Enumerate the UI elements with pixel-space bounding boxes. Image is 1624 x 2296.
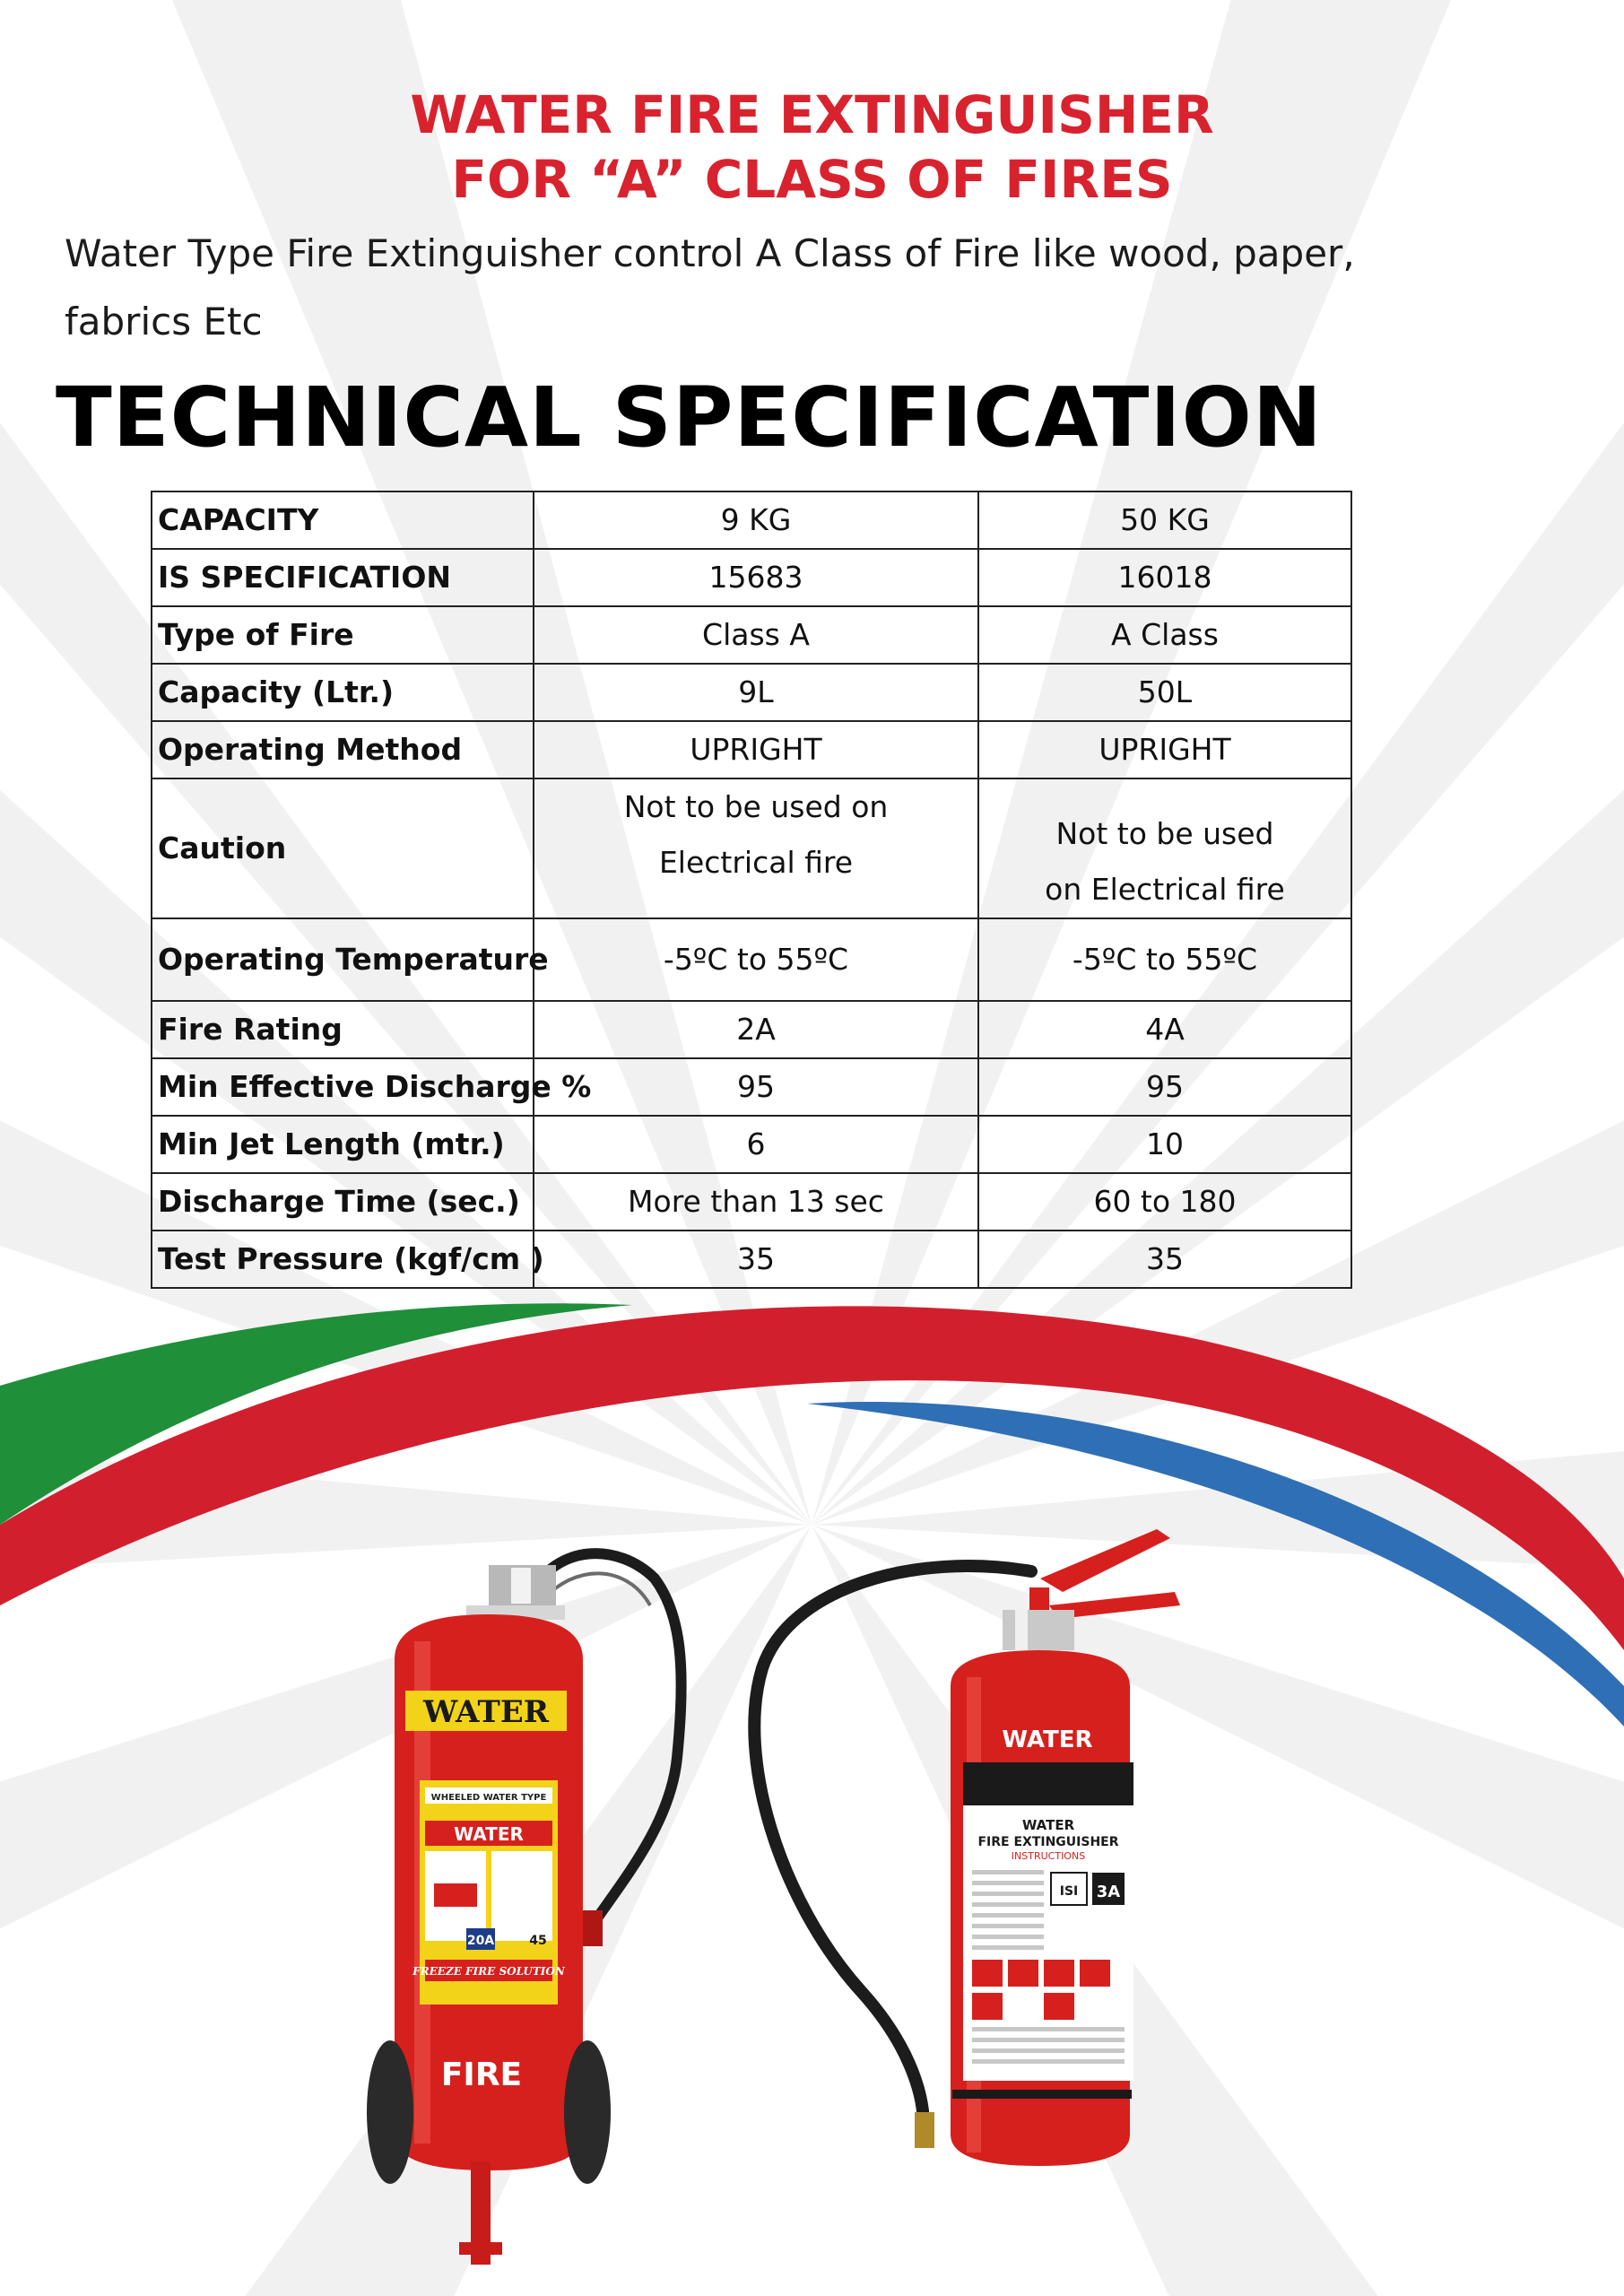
caution-9kg-line-1: Not to be used on: [623, 789, 889, 824]
value-9kg: -5ºC to 55ºC: [534, 918, 978, 1001]
wheeled-sticker-title: WHEELED WATER TYPE: [430, 1793, 547, 1803]
wheeled-brand: FREEZE FIRE SOLUTION: [413, 1965, 565, 1978]
row-label: Min Effective Discharge %: [152, 1058, 534, 1116]
value-9kg: 6: [534, 1116, 978, 1173]
wheeled-body-label: FIRE: [440, 2057, 523, 2093]
portable-isi-mark: ISI: [1059, 1884, 1079, 1899]
row-label: Operating Temperature: [152, 918, 534, 1001]
value-50kg: 60 to 180: [978, 1173, 1351, 1231]
wheeled-extinguisher-image: [367, 1553, 682, 2265]
wheeled-band-label: WATER: [422, 1694, 550, 1730]
row-label: CAPACITY: [152, 491, 534, 549]
wheeled-sticker-big: WATER: [454, 1823, 524, 1845]
value-9kg: 9 KG: [534, 491, 978, 549]
value-9kg: UPRIGHT: [534, 721, 978, 778]
page-title-line-1: WATER FIRE EXTINGUISHER: [410, 84, 1214, 145]
row-label: Capacity (Ltr.): [152, 664, 534, 721]
row-label: Fire Rating: [152, 1001, 534, 1058]
wheeled-capacity: 45: [529, 1934, 547, 1948]
portable-panel-title-2: FIRE EXTINGUISHER: [977, 1835, 1119, 1849]
value-9kg: 2A: [534, 1001, 978, 1058]
value-50kg: 10: [978, 1116, 1351, 1173]
caution-50kg-line-1: Not to be used: [1055, 816, 1274, 851]
row-label: Operating Method: [152, 721, 534, 778]
value-50kg: UPRIGHT: [978, 721, 1351, 778]
portable-panel-title-1: WATER: [1021, 1817, 1075, 1833]
caution-50kg-line-2: on Electrical fire: [1045, 872, 1285, 907]
value-9kg: 35: [534, 1231, 978, 1288]
row-label: Min Jet Length (mtr.): [152, 1116, 534, 1173]
row-label: Type of Fire: [152, 606, 534, 664]
value-50kg: 50 KG: [978, 491, 1351, 549]
value-50kg: 16018: [978, 549, 1351, 606]
value-9kg: 15683: [534, 549, 978, 606]
portable-band-label: WATER: [1002, 1726, 1093, 1753]
value-9kg: Class A: [534, 606, 978, 664]
portable-extinguisher-image: [754, 1529, 1180, 2166]
value-9kg: 9L: [534, 664, 978, 721]
portable-panel-sub: INSTRUCTIONS: [1011, 1850, 1086, 1862]
value-50kg: A Class: [978, 606, 1351, 664]
portable-rating: 3A: [1096, 1883, 1121, 1901]
intro-text-line-2: fabrics Etc: [65, 300, 263, 344]
caution-9kg-line-2: Electrical fire: [658, 845, 854, 880]
value-9kg: More than 13 sec: [534, 1173, 978, 1231]
wheeled-rating: 20A: [466, 1934, 495, 1948]
intro-text-line-1: Water Type Fire Extinguisher control A Class of Fire like wood, paper,: [65, 231, 1355, 275]
row-label: IS SPECIFICATION: [152, 549, 534, 606]
spec-heading: TECHNICAL SPECIFICATION: [56, 370, 1323, 465]
value-9kg: 95: [534, 1058, 978, 1116]
page-title-line-2: FOR “A” CLASS OF FIRES: [451, 149, 1173, 210]
value-50kg: 4A: [978, 1001, 1351, 1058]
value-50kg: 35: [978, 1231, 1351, 1288]
row-label: Discharge Time (sec.): [152, 1173, 534, 1231]
value-50kg: -5ºC to 55ºC: [978, 918, 1351, 1001]
value-50kg: 95: [978, 1058, 1351, 1116]
row-label: Caution: [152, 778, 534, 918]
row-label: Test Pressure (kgf/cm ): [152, 1231, 534, 1288]
value-50kg: 50L: [978, 664, 1351, 721]
